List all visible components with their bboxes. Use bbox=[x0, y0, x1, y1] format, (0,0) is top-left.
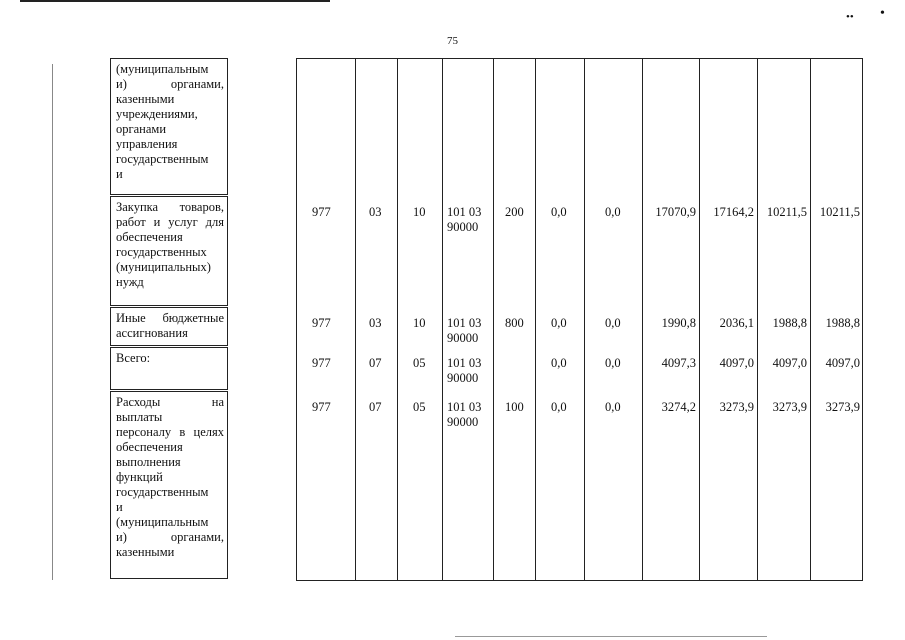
description-line: работ и услуг для bbox=[116, 215, 224, 229]
table-cell: 977 bbox=[312, 356, 331, 370]
description-line: государственным bbox=[116, 485, 209, 499]
table-cell: 10211,5 bbox=[819, 205, 860, 219]
description-line: Всего: bbox=[116, 351, 151, 365]
table-cell: 101 03 90000 bbox=[447, 205, 482, 234]
table-cell: 4097,0 bbox=[719, 356, 754, 370]
table-cell: 10211,5 bbox=[766, 205, 807, 219]
description-line: органами bbox=[116, 122, 167, 136]
table-cell: 100 bbox=[505, 400, 524, 414]
description-line: персоналу в целях bbox=[116, 425, 224, 439]
table-column-divider bbox=[355, 58, 356, 581]
description-line: учреждениями, bbox=[116, 107, 198, 121]
table-cell: 200 bbox=[505, 205, 524, 219]
table-cell: 07 bbox=[369, 356, 382, 370]
table-cell: 17070,9 bbox=[655, 205, 696, 219]
table-cell: 101 03 90000 bbox=[447, 356, 482, 385]
table-cell: 4097,0 bbox=[825, 356, 860, 370]
table-cell: 977 bbox=[312, 400, 331, 414]
table-cell: 17164,2 bbox=[713, 205, 754, 219]
table-cell: 101 03 90000 bbox=[447, 316, 482, 345]
table-cell: 07 bbox=[369, 400, 382, 414]
table-column-divider bbox=[584, 58, 585, 581]
table-cell: 0,0 bbox=[605, 400, 621, 414]
table-cell: 977 bbox=[312, 316, 331, 330]
table-cell: 3273,9 bbox=[825, 400, 860, 414]
table-cell: 4097,0 bbox=[772, 356, 807, 370]
scan-mark: •• bbox=[846, 11, 854, 23]
description-line: и) органами, bbox=[116, 530, 224, 544]
row-description bbox=[110, 347, 228, 390]
table-cell: 977 bbox=[312, 205, 331, 219]
page-number: 75 bbox=[447, 35, 458, 47]
table-cell: 03 bbox=[369, 316, 382, 330]
description-line: (муниципальным bbox=[116, 515, 209, 529]
description-line: выполнения bbox=[116, 455, 181, 469]
table-cell: 10 bbox=[413, 205, 426, 219]
table-column-divider bbox=[535, 58, 536, 581]
description-line: (муниципальных) bbox=[116, 260, 211, 274]
description-line: казенными bbox=[116, 545, 175, 559]
description-line: государственных bbox=[116, 245, 207, 259]
row-description bbox=[110, 391, 228, 579]
description-line: управления bbox=[116, 137, 178, 151]
table-cell: 0,0 bbox=[605, 356, 621, 370]
table-cell: 1988,8 bbox=[825, 316, 860, 330]
table-cell: 05 bbox=[413, 356, 426, 370]
table-cell: 05 bbox=[413, 400, 426, 414]
table-cell: 0,0 bbox=[551, 316, 567, 330]
description-line: Расходы на bbox=[116, 395, 224, 409]
row-description bbox=[110, 307, 228, 346]
table-cell: 1988,8 bbox=[772, 316, 807, 330]
table-cell: 03 bbox=[369, 205, 382, 219]
description-line: Закупка товаров, bbox=[116, 200, 224, 214]
description-line: выплаты bbox=[116, 410, 163, 424]
scan-artifact-line bbox=[455, 636, 767, 637]
table-cell: 10 bbox=[413, 316, 426, 330]
margin-rule bbox=[52, 64, 53, 580]
description-line: функций bbox=[116, 470, 163, 484]
description-line: государственным bbox=[116, 152, 209, 166]
table-cell: 0,0 bbox=[551, 400, 567, 414]
table-cell: 800 bbox=[505, 316, 524, 330]
scan-artifact-line bbox=[20, 0, 330, 2]
scan-mark: • bbox=[880, 6, 885, 21]
table-cell: 0,0 bbox=[551, 205, 567, 219]
description-line: нужд bbox=[116, 275, 144, 289]
table-cell: 0,0 bbox=[605, 316, 621, 330]
table-cell: 2036,1 bbox=[719, 316, 754, 330]
description-line: ассигнования bbox=[116, 326, 188, 340]
table-cell: 3273,9 bbox=[772, 400, 807, 414]
table-column-divider bbox=[442, 58, 443, 581]
description-line: казенными bbox=[116, 92, 175, 106]
description-line: (муниципальным bbox=[116, 62, 209, 76]
description-line: и bbox=[116, 167, 123, 181]
table-cell: 4097,3 bbox=[661, 356, 696, 370]
description-line: Иные бюджетные bbox=[116, 311, 224, 325]
table-cell: 0,0 bbox=[605, 205, 621, 219]
table-column-divider bbox=[493, 58, 494, 581]
table-cell: 101 03 90000 bbox=[447, 400, 482, 429]
row-description bbox=[110, 196, 228, 306]
table-cell: 0,0 bbox=[551, 356, 567, 370]
table-column-divider bbox=[397, 58, 398, 581]
description-line: и bbox=[116, 500, 123, 514]
table-cell: 3274,2 bbox=[661, 400, 696, 414]
table-cell: 3273,9 bbox=[719, 400, 754, 414]
table-cell: 1990,8 bbox=[661, 316, 696, 330]
row-description bbox=[110, 58, 228, 195]
description-line: обеспечения bbox=[116, 230, 183, 244]
description-line: и) органами, bbox=[116, 77, 224, 91]
description-line: обеспечения bbox=[116, 440, 183, 454]
